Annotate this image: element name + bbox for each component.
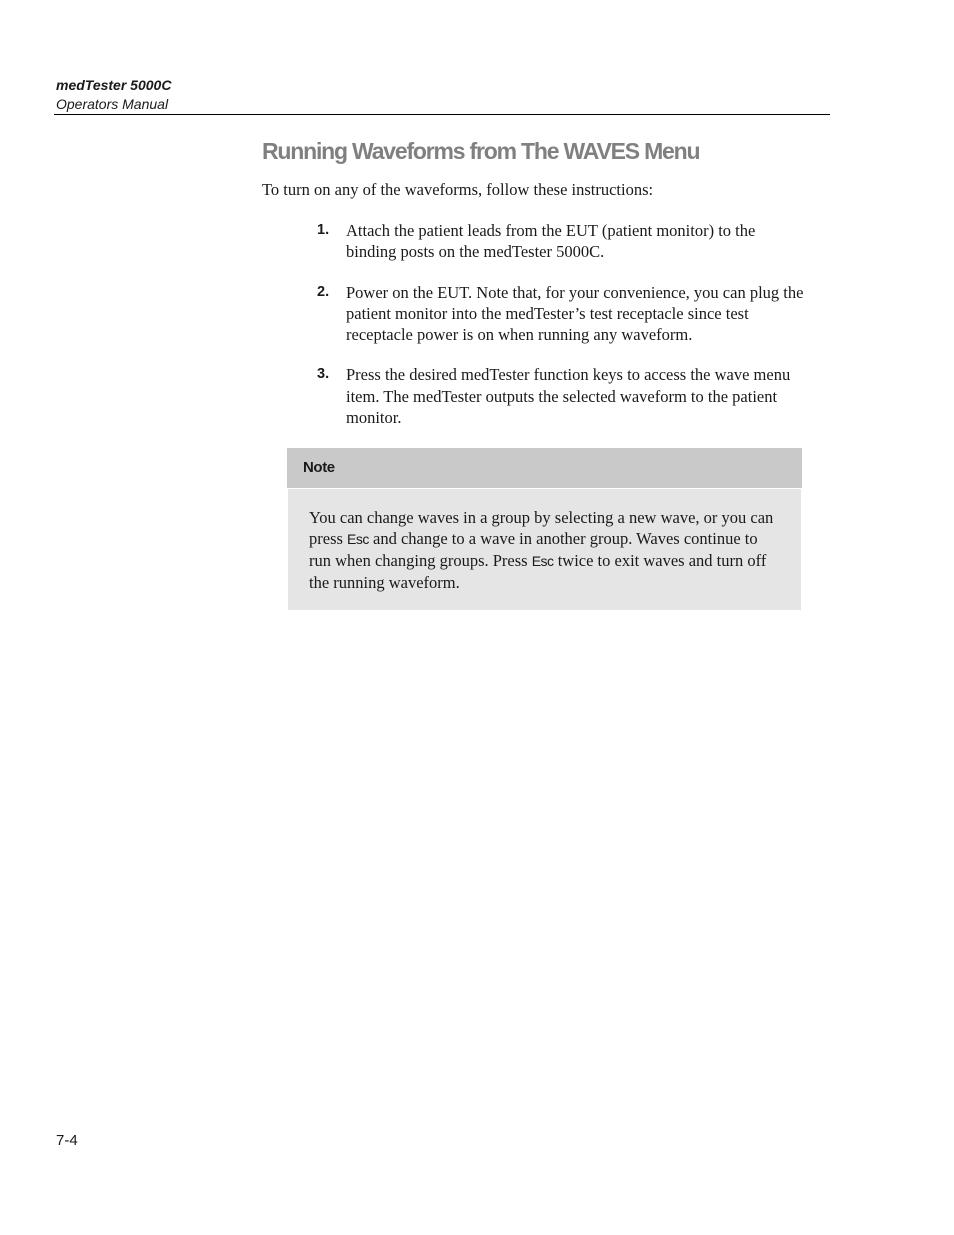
step-2: [316, 282, 806, 346]
esc-key-label: Esc: [531, 553, 554, 569]
step-text: Attach the patient leads from the EUT (patient monitor) to the binding posts on the medTester 5000C.: [346, 221, 756, 262]
step-number: 1.: [317, 222, 330, 238]
step-1: [316, 220, 806, 263]
step-text: Power on the EUT. Note that, for your convenience, you can plug the patient monitor into the medTester’s test receptacle since test receptacle power is on when running any waveform.: [346, 282, 804, 345]
header-divider: [54, 114, 830, 115]
step-number: 3.: [317, 366, 330, 383]
step-3: [316, 364, 806, 428]
step-number: 2.: [317, 283, 330, 300]
note-box: [287, 448, 802, 610]
note-body: [288, 489, 801, 610]
page-number: 7-4: [56, 1132, 78, 1149]
intro-paragraph: To turn on any of the waveforms, follow these instructions:: [262, 180, 654, 199]
note-text-part: and change to a wave in another group. Waves continue to run when changing groups. Press: [309, 529, 758, 570]
note-text-part: You can change waves in a group by selecting a new wave, or you can press: [309, 508, 774, 548]
instruction-list: [316, 220, 806, 447]
note-heading: Note: [287, 448, 802, 488]
note-text-part: twice to exit waves and turn off the running waveform.: [309, 551, 767, 592]
esc-key-label: Esc: [347, 531, 369, 547]
header-product-name: medTester 5000C: [56, 77, 172, 93]
header-manual-name: Operators Manual: [56, 96, 169, 112]
section-title: Running Waveforms from The WAVES Menu: [262, 138, 700, 164]
running-header: [56, 76, 171, 114]
step-text: Press the desired medTester function keys to access the wave menu item. The medTester outputs the selected waveform to the patient monitor.: [346, 365, 791, 428]
